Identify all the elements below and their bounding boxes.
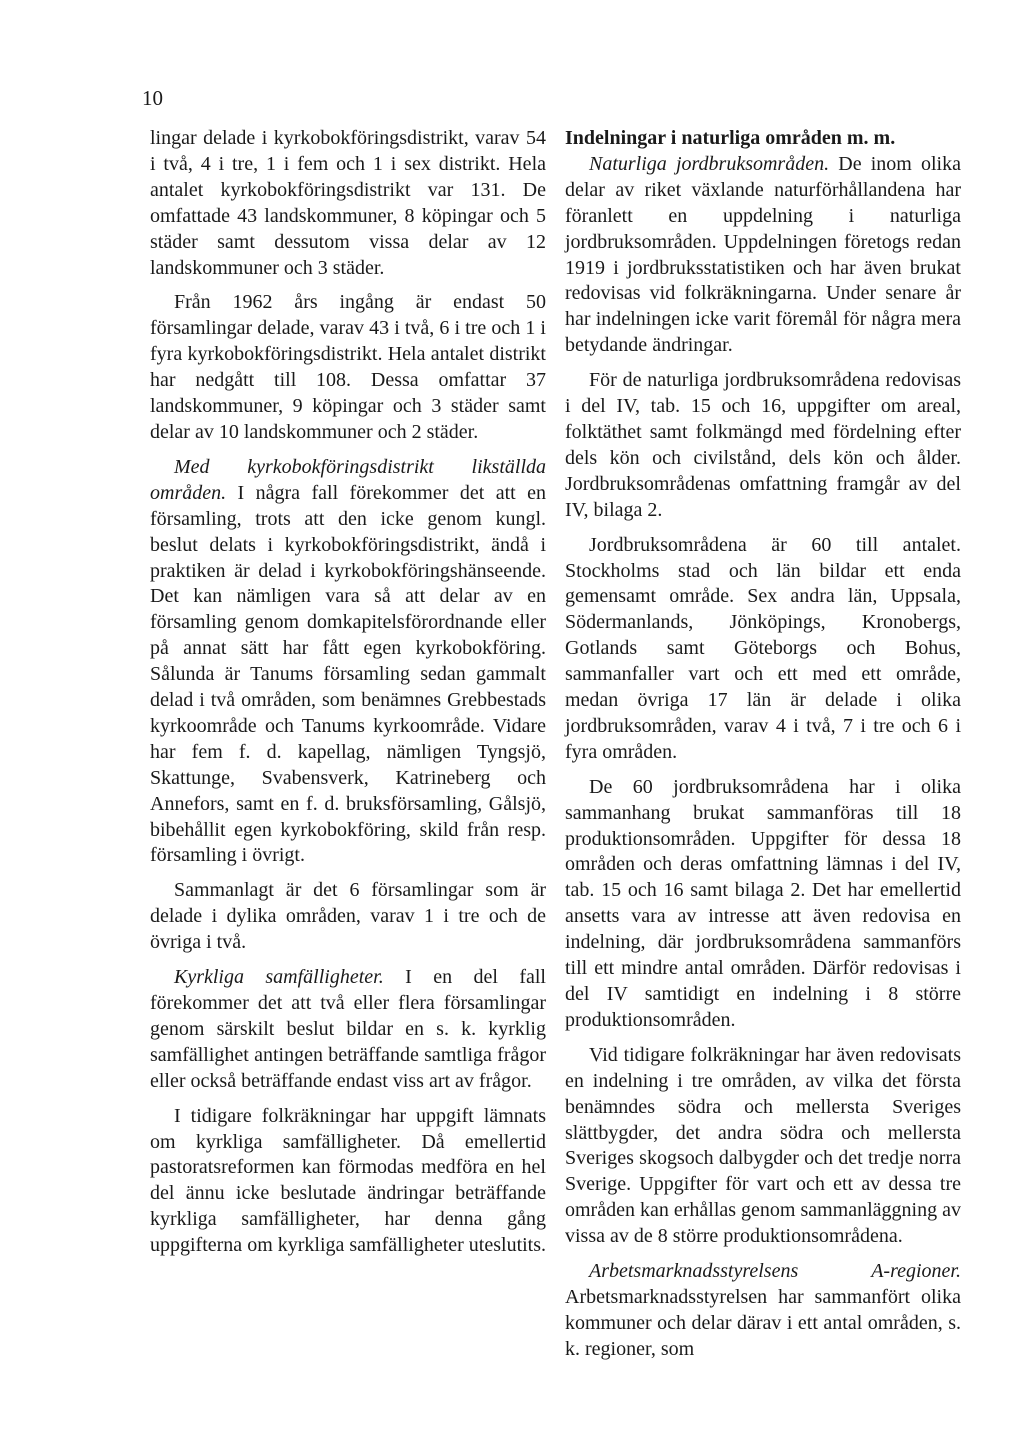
left-paragraph-6: I tidigare folkräkningar har uppgift lämnats om kyrkliga samfälligheter. Då emellertid pastoratsreformen kan förmodas medföra en hel del ännu icke beslutade ändringar beträffande kyrkliga samfälligheter, har denna gång uppgifterna om kyrkliga samfälligheter uteslutits. [150, 1104, 547, 1257]
left-paragraph-5-lead: Kyrkliga samfälligheter. [174, 966, 384, 989]
right-paragraph-6-body: Arbetsmarknadsstyrelsen har sammanfört olika kommuner och delar därav i ett antal områden, s. k. regioner, som [565, 1285, 961, 1360]
left-paragraph-5-body: I en del fall förekommer det att två eller flera församlingar genom särskilt beslut bildar en s. k. kyrklig samfällighet antingen beträffande samtliga frågor eller också beträffande endast viss art av frågor. [150, 966, 546, 1092]
right-paragraph-2: För de naturliga jordbruksområdena redovisas i del IV, tab. 15 och 16, uppgifter om areal, folktäthet samt folkmängd med fördelning efter dels kön och civilstånd, dels kön och ålder. Jordbruksområdenas omfattning framgår av del IV, bilaga 2. [565, 369, 961, 521]
left-paragraph-1: lingar delade i kyrkobokföringsdistrikt, varav 54 i två, 4 i tre, 1 i fem och 1 i sex distrikt. Hela antalet kyrkobokföringsdistrikt var 131. De omfattade 43 landskommuner, 8 köpingar och 5 städer samt dessutom vissa delar av 12 landskommuner och 3 städer. [150, 127, 546, 279]
left-paragraph-3-lead: Med kyrkobokföringsdistrikt likställda områden. [150, 455, 546, 504]
left-paragraph-3-body: I några fall förekommer det att en församling, trots att den icke genom kungl. beslut delats i kyrkobokföringsdistrikt, ändå i praktiken är delad i kyrkobokföringshänseende. Det kan nämligen vara så att delar av en församling genom domkapitelsförordnande eller på annat sätt har fått egen kyrkobokföring. Sålunda är Tanums församling sedan gammalt delad i två områden, som benämnes Grebbestads kyrkoområde och Tanums kyrkoområde. Vidare har fem f. d. kapellag, nämligen Tyngsjö, Skattunge, Svabensverk, Katrineberg och Annefors, samt en f. d. bruksförsamling, Gålsjö, bibehållit egen kyrkobokföring, skild från resp. församling i övrigt. [150, 481, 546, 867]
right-paragraph-5: Vid tidigare folkräkningar har även redovisats en indelning i tre områden, av vilka det första benämndes södra och mellersta Sveriges slättbygder, det andra södra och mellersta Sveriges skogsoch dalbygder och det tredje norra Sverige. Uppgifter för vart och ett av dessa tre områden kan erhållas genom sammanläggning av vissa av de 8 större produktionsområdena. [565, 1043, 961, 1248]
page-number: 10 [142, 86, 163, 110]
right-paragraph-6 [565, 1259, 961, 1363]
right-paragraph-3: Jordbruksområdena är 60 till antalet. Stockholms stad och län bildar ett enda gemensamt område. Sex andra län, Uppsala, Södermanlands, Jönköpings, Kronobergs, Gotlands samt Göteborgs och Bohus, sammanfaller vart och ett med ett område, medan övriga 17 län är delade i olika jordbruksområden, varav 4 i två, 7 i tre och 6 i fyra områden. [565, 533, 961, 763]
left-column [150, 126, 546, 1259]
right-paragraph-1-lead: Naturliga jordbruksområden. [589, 152, 830, 175]
right-paragraph-1-body: De inom olika delar av riket växlande naturförhållandena har föranlett en uppdelning i naturliga jordbruksområden. Uppdelningen företogs redan 1919 i jordbruksstatistiken och har även brukat redovisas vid folkräkningarna. Under senare år har indelningen icke varit föremål för några mera betydande ändringar. [565, 152, 961, 357]
right-paragraph-6-lead: Arbetsmarknadsstyrelsens A-regioner. [589, 1260, 961, 1283]
left-paragraph-3 [150, 455, 546, 870]
section-heading: Indelningar i naturliga områden m. m. [565, 127, 896, 149]
left-paragraph-4: Sammanlagt är det 6 församlingar som är delade i dylika områden, varav 1 i tre och de övriga i två. [150, 879, 546, 954]
left-paragraph-5 [150, 965, 546, 1095]
right-column [565, 126, 961, 1363]
right-paragraph-1 [565, 152, 961, 359]
left-paragraph-2: Från 1962 års ingång är endast 50 församlingar delade, varav 43 i två, 6 i tre och 1 i fyra kyrkobokföringsdistrikt. Hela antalet distrikt har nedgått till 108. Dessa omfattar 37 landskommuner, 9 köpingar och 3 städer samt delar av 10 landskommuner och 2 städer. [150, 291, 546, 443]
right-paragraph-4: De 60 jordbruksområdena har i olika sammanhang brukat sammanföras till 18 produktionsområden. Uppgifter för dessa 18 områden och deras omfattning lämnas i del IV, tab. 15 och 16 samt bilaga 2. Det har emellertid ansetts vara av intresse att även redovisa en indelning, där jordbruksområdena sammanförs till ett mindre antal områden. Därför redovisas i del IV samtidigt en indelning i 8 större produktionsområden. [565, 775, 961, 1031]
